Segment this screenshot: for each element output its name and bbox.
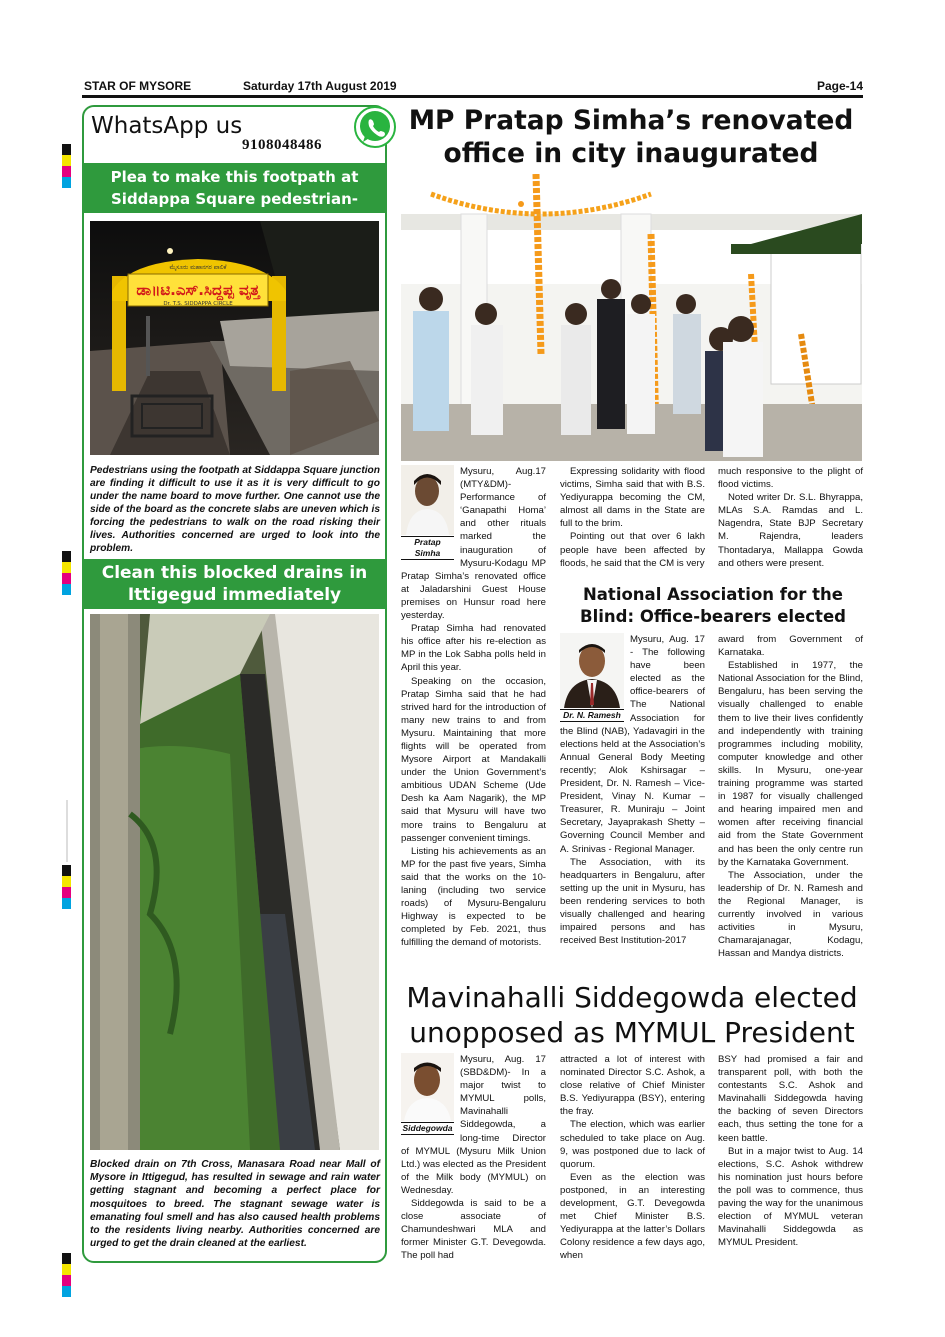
- article1-column2: [560, 465, 705, 570]
- article2-c2-p1: award from Government of Karnataka.: [718, 634, 863, 659]
- whatsapp-icon: [354, 106, 396, 148]
- article1-c2-p2: Pointing out that over 6 lakh people have been affected by floods, he said that the CM is very: [560, 531, 705, 569]
- article1-c1-p4: Listing his achievements as an MP for the past five years, Simha said that the works on the 10-laning (including two service roads) of Mysuru-Bengaluru Highway is expected to be completed by Feb. 2021, thus fulfilling the demand of motorists.: [401, 845, 546, 949]
- article3-column3: [718, 1053, 863, 1249]
- header-rule: [82, 95, 863, 98]
- whatsapp-label: WhatsApp us: [91, 113, 243, 139]
- sign-english-text: Dr. T.S. SIDDAPPA CIRCLE: [163, 301, 233, 307]
- blocked-drain-photo: [90, 614, 379, 1150]
- article3-c2-p2: The election, which was earlier scheduled to take place on Aug. 9, was postponed due to lack of quorum.: [560, 1119, 705, 1170]
- article3-column2: [560, 1053, 705, 1263]
- registration-mark: [62, 551, 71, 595]
- pratap-simha-caption: Pratap Simha: [401, 536, 454, 560]
- article3-c3-p2: But in a major twist to Aug. 14 elections, S.C. Ashok withdrew his nomination just hours before the poll was to commence, thus paving the way for the unanimous election of MYMUL veteran Mavinahalli Siddegowda as MYMUL President.: [718, 1145, 863, 1249]
- article1-c3-p2: Noted writer Dr. S.L. Bhyrappa, MLAs S.A. Ramdas and L. Nagendra, State BJP Secretary M. Rajendra, leaders Thontadarya, Mallappa Gowda and others were present.: [718, 492, 863, 569]
- office-inauguration-photo: [401, 174, 862, 461]
- article2-c2-p2: Established in 1977, the National Association for the Blind, Bengaluru, has been serving the visually challenged to enable them to live their lives confidently and independently with training programmes including mobility, computer knowledge and other skills. In Mysuru, one-year training programme was started in 1987 for visually challenged and hearing impaired men and women after receiving financial aid from the State Government and has been the only centre run by the Karnataka Government.: [718, 660, 863, 868]
- article2-c1-p1: Mysuru, Aug. 17 - The following have been elected as the office-bearers of The National Association for the Blind (NAB), Yadavagiri in the elections held at the Association’s Annual General Body Meeting recently; Alok Kshirsagar – President, Dr. N. Ramesh – Vice-President, Vinay N. Kumar – Treasurer, R. Muniraju – Joint Secretary, Jayaprakash Shetty – Governing Council Member and A. Srinivas - Regional Manager.: [560, 634, 705, 855]
- page-number: Page-14: [816, 79, 863, 93]
- article3-c1-p1: Mysuru, Aug. 17 (SBD&DM)- In a major twist to MYMUL polls, Mavinahalli Siddegowda, a long-time Director of MYMUL (Mysuru Milk Union Ltd.) was elected as the President of the Milk body (MYMUL) on Wednesday.: [401, 1054, 546, 1196]
- article3-c2-p1: attracted a lot of interest with nominated Director S.C. Ashok, a close relative of Chief Minister B.S. Yediyurappa (BSY), entering the fray.: [560, 1054, 705, 1118]
- sidebar-item2-caption: Blocked drain on 7th Cross, Manasara Road near Mall of Mysore in Ittigegud, has resulted in sewage and rain water getting stagnant and becoming a perfect place for mosquitoes to breed. The stagnant sewage water is emanating foul smell and has also caused health problems to the residents living nearby. Authorities concerned are urged to get the drain cleaned at the earliest.: [90, 1159, 380, 1250]
- registration-mark: [62, 144, 71, 188]
- sign-kannada-text: ಡಾ॥ಟಿ.ಎಸ್.ಸಿದ್ದಪ್ಪ ವೃತ್ತ: [136, 281, 260, 299]
- registration-mark: [62, 865, 71, 909]
- registration-line: [66, 800, 68, 862]
- whatsapp-number: 9108048486: [242, 137, 322, 153]
- article2-column2: [718, 633, 863, 960]
- article2-c2-p3: The Association, under the leadership of Dr. N. Ramesh and the Regional Manager, is currently involved in various activities in Mysuru, Chamarajanagar, Kodagu, Hassan and Mandya districts.: [718, 869, 863, 960]
- article3-headline: Mavinahalli Siddegowda elected unopposed as MYMUL President: [406, 981, 858, 1049]
- article1-c1-p1: Mysuru, Aug.17 (MTY&DM)- Performance of ‘Ganapathi Homa’ and other rituals marked the inauguration of Mysuru-Kodagu MP Pratap Simha’s renovated office at Jaladarshini Guest House premises on Hunsur road here yesterday.: [401, 466, 546, 622]
- article1-c1-p2: Pratap Simha had renovated his office after his re-election as MP in the Lok Sabha polls held in April this year.: [401, 623, 546, 674]
- n-ramesh-portrait: [560, 633, 624, 722]
- registration-mark: [62, 1253, 71, 1297]
- siddegowda-portrait: [401, 1053, 454, 1135]
- siddappa-square-photo: [90, 221, 379, 455]
- article3-c2-p3: Even as the election was postponed, in an interesting development, G.T. Devegowda met Chief Minister B.S. Yediyurappa at the latter’s Dollars Colony residence a few days ago, when: [560, 1171, 705, 1262]
- sidebar-item2-title: Clean this blocked drains in Ittigegud immediately: [84, 559, 385, 609]
- article1-column1: [401, 465, 546, 949]
- sign-top-text: ಮೈಸೂರು ಮಹಾನಗರ ಪಾಲಿಕೆ: [169, 264, 227, 271]
- pratap-simha-portrait: [401, 465, 454, 560]
- publication-name: STAR OF MYSORE: [84, 79, 192, 93]
- article2-c1-p2: The Association, with its headquarters in Bengaluru, after setting up the unit in Mysuru, has been rendering services to both visually challenged and hearing impaired persons and has received Best Institution-2017: [560, 856, 705, 947]
- article1-headline: MP Pratap Simha’s renovated office in city inaugurated: [408, 105, 854, 169]
- siddegowda-caption: Siddegowda: [402, 1123, 453, 1133]
- article3-c3-p1: BSY had promised a fair and transparent poll, with both the contestants S.C. Ashok and Mavinahalli Siddegowda having the backing of seven Directors each, thus setting the tone for a keen battle.: [718, 1054, 863, 1144]
- article2-headline: National Association for the Blind: Office-bearers elected: [580, 585, 846, 626]
- n-ramesh-caption: Dr. N. Ramesh: [560, 709, 624, 722]
- sidebar-item1-title: Plea to make this footpath at Siddappa Square pedestrian-: [84, 163, 385, 213]
- article1-c2-p1: Expressing solidarity with flood victims, Simha said that with B.S. Yediyurappa becoming the CM, almost all dams in the State are full to the brim.: [560, 466, 705, 530]
- issue-date: Saturday 17th August 2019: [243, 79, 397, 93]
- sidebar-item1-caption: Pedestrians using the footpath at Siddappa Square junction are finding it difficult to use it as it is very difficult to go under the name board to move further. One cannot use the side of the board as the concrete slabs are uneven which is forcing the pedestrians to walk on the road risking their lives. Authorities concerned are urged to look into the problem.: [90, 465, 380, 554]
- article3-c1-p2: Siddegowda is said to be a close associate of Chamundeshwari MLA and former Minister G.T. Devegowda. The poll had: [401, 1198, 546, 1262]
- article1-column3: [718, 465, 863, 570]
- article2-column1: [560, 633, 705, 947]
- article1-c3-p1: much responsive to the plight of flood victims.: [718, 466, 863, 491]
- article1-c1-p3: Speaking on the occasion, Pratap Simha said that he had strived hard for the introduction of many new trains to and from Mysuru. Maintaining that more flights will be operated from Mysore Airport at Mandakalli under the Union Government’s ambitious UDAN Scheme (Ude Desh ka Aam Nagarik), the MP said that Mysuru will have two more trains to Bengaluru at passenger convenient timings.: [401, 675, 546, 844]
- article3-column1: [401, 1053, 546, 1263]
